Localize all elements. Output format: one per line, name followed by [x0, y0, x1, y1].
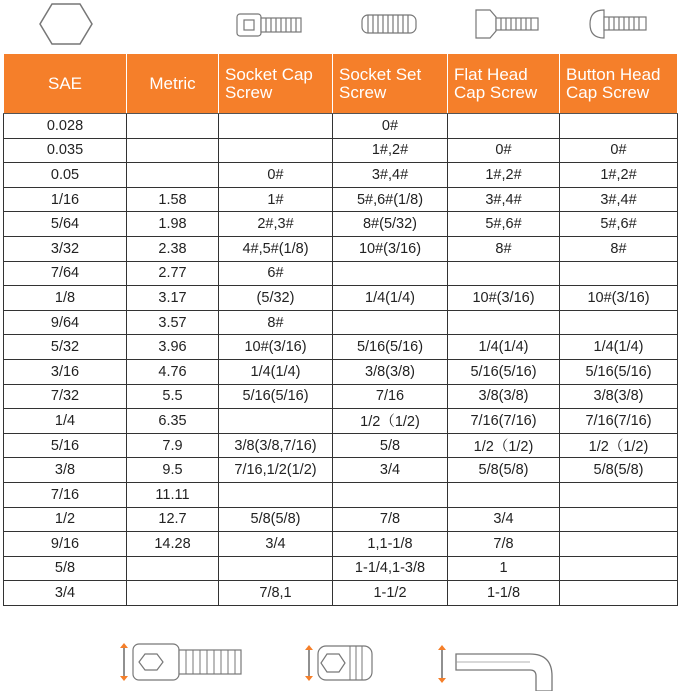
- cell-socket-set: 1,1-1/8: [333, 532, 448, 557]
- cell-metric: 2.77: [127, 261, 219, 286]
- cell-socket-cap: (5/32): [219, 286, 333, 311]
- cell-sae: 0.028: [4, 114, 127, 139]
- cell-button-head: 1/4(1/4): [560, 335, 678, 360]
- table-row: [4, 310, 678, 335]
- cell-sae: 9/16: [4, 532, 127, 557]
- table-row: [4, 433, 678, 458]
- table-row: [4, 581, 678, 606]
- header-button-head-cap-screw: Button Head Cap Screw: [560, 54, 678, 114]
- cell-flat-head: [448, 261, 560, 286]
- cell-flat-head: 1/2（1/2): [448, 433, 560, 458]
- table-row: [4, 458, 678, 483]
- header-metric: Metric: [127, 54, 219, 114]
- table-row: [4, 187, 678, 212]
- cell-button-head: [560, 507, 678, 532]
- cell-button-head: 1/2（1/2): [560, 433, 678, 458]
- cell-socket-cap: [219, 409, 333, 434]
- cell-sae: 3/16: [4, 359, 127, 384]
- cell-socket-set: [333, 310, 448, 335]
- cell-sae: 9/64: [4, 310, 127, 335]
- table-row: [4, 556, 678, 581]
- cell-sae: 0.035: [4, 138, 127, 163]
- cell-metric: 4.76: [127, 359, 219, 384]
- cell-flat-head: 7/8: [448, 532, 560, 557]
- button-head-screw-icon: [590, 10, 646, 38]
- cell-socket-cap: 4#,5#(1/8): [219, 236, 333, 261]
- header-sae: SAE: [4, 54, 127, 114]
- cell-button-head: [560, 261, 678, 286]
- cell-sae: 5/8: [4, 556, 127, 581]
- cell-flat-head: 5#,6#: [448, 212, 560, 237]
- cell-flat-head: 1-1/8: [448, 581, 560, 606]
- cell-metric: 6.35: [127, 409, 219, 434]
- table-row: [4, 138, 678, 163]
- cell-socket-set: 1-1/4,1-3/8: [333, 556, 448, 581]
- cell-flat-head: 1#,2#: [448, 163, 560, 188]
- cell-socket-cap: 5/8(5/8): [219, 507, 333, 532]
- header-socket-cap-screw: Socket Cap Screw: [219, 54, 333, 114]
- cell-metric: 3.57: [127, 310, 219, 335]
- table-row: [4, 409, 678, 434]
- cell-button-head: [560, 482, 678, 507]
- cell-socket-set: [333, 261, 448, 286]
- cell-socket-set: 10#(3/16): [333, 236, 448, 261]
- table-body: [4, 114, 678, 606]
- cell-socket-set: 7/16: [333, 384, 448, 409]
- table-row: [4, 286, 678, 311]
- table-row: [4, 114, 678, 139]
- cell-socket-set: 8#(5/32): [333, 212, 448, 237]
- cell-metric: 5.5: [127, 384, 219, 409]
- cell-metric: [127, 581, 219, 606]
- cell-flat-head: 10#(3/16): [448, 286, 560, 311]
- socket-cap-screw-icon: [237, 14, 301, 36]
- cell-metric: 3.96: [127, 335, 219, 360]
- cell-socket-cap: 0#: [219, 163, 333, 188]
- cell-sae: 0.05: [4, 163, 127, 188]
- cell-button-head: 0#: [560, 138, 678, 163]
- cell-sae: 1/4: [4, 409, 127, 434]
- cell-socket-set: 3#,4#: [333, 163, 448, 188]
- cell-flat-head: 0#: [448, 138, 560, 163]
- cell-socket-set: 7/8: [333, 507, 448, 532]
- cell-sae: 7/32: [4, 384, 127, 409]
- cell-flat-head: 5/16(5/16): [448, 359, 560, 384]
- hex-key-dimension-icon: [438, 645, 552, 691]
- bottom-icon-strip: [0, 632, 679, 691]
- cell-flat-head: 8#: [448, 236, 560, 261]
- cell-button-head: 5/8(5/8): [560, 458, 678, 483]
- table-row: [4, 532, 678, 557]
- cell-socket-set: 1/4(1/4): [333, 286, 448, 311]
- table-header-row: [4, 54, 678, 114]
- cell-flat-head: 1: [448, 556, 560, 581]
- cell-socket-cap: [219, 556, 333, 581]
- table-row: [4, 359, 678, 384]
- set-screw-dimension-icon: [305, 645, 372, 681]
- cell-socket-set: 1/2（1/2): [333, 409, 448, 434]
- cell-flat-head: [448, 310, 560, 335]
- hex-key-icon: [40, 4, 92, 44]
- cell-button-head: 10#(3/16): [560, 286, 678, 311]
- flat-head-screw-icon: [476, 10, 538, 38]
- cell-socket-set: 5/16(5/16): [333, 335, 448, 360]
- cell-socket-cap: 10#(3/16): [219, 335, 333, 360]
- cell-metric: 14.28: [127, 532, 219, 557]
- cell-button-head: 1#,2#: [560, 163, 678, 188]
- cell-socket-set: 1#,2#: [333, 138, 448, 163]
- cell-flat-head: 7/16(7/16): [448, 409, 560, 434]
- cell-metric: 11.11: [127, 482, 219, 507]
- cell-sae: 3/32: [4, 236, 127, 261]
- cell-socket-cap: 7/16,1/2(1/2): [219, 458, 333, 483]
- cell-sae: 5/32: [4, 335, 127, 360]
- cell-sae: 1/8: [4, 286, 127, 311]
- cell-socket-cap: [219, 482, 333, 507]
- cell-socket-cap: [219, 114, 333, 139]
- cell-socket-cap: 1/4(1/4): [219, 359, 333, 384]
- socket-set-screw-icon: [362, 15, 416, 33]
- table-row: [4, 482, 678, 507]
- cell-sae: 1/2: [4, 507, 127, 532]
- hex-key-size-table: [3, 53, 678, 606]
- cell-socket-set: 3/4: [333, 458, 448, 483]
- cell-sae: 3/8: [4, 458, 127, 483]
- cell-socket-cap: 6#: [219, 261, 333, 286]
- cell-button-head: 3#,4#: [560, 187, 678, 212]
- cell-socket-cap: 3/8(3/8,7/16): [219, 433, 333, 458]
- cell-button-head: 7/16(7/16): [560, 409, 678, 434]
- table-row: [4, 384, 678, 409]
- cell-flat-head: 3/4: [448, 507, 560, 532]
- cell-socket-cap: 7/8,1: [219, 581, 333, 606]
- table-row: [4, 335, 678, 360]
- cell-socket-cap: 2#,3#: [219, 212, 333, 237]
- header-socket-set-screw: Socket Set Screw: [333, 54, 448, 114]
- cell-socket-cap: 8#: [219, 310, 333, 335]
- cell-socket-set: 0#: [333, 114, 448, 139]
- cell-metric: [127, 138, 219, 163]
- cell-metric: 1.98: [127, 212, 219, 237]
- socket-cap-dimension-icon: [120, 643, 241, 681]
- table-row: [4, 507, 678, 532]
- cell-socket-set: 3/8(3/8): [333, 359, 448, 384]
- cell-button-head: [560, 532, 678, 557]
- cell-socket-set: 5#,6#(1/8): [333, 187, 448, 212]
- cell-socket-set: [333, 482, 448, 507]
- cell-socket-cap: 3/4: [219, 532, 333, 557]
- cell-sae: 1/16: [4, 187, 127, 212]
- top-icon-strip: [0, 0, 679, 52]
- cell-flat-head: 1/4(1/4): [448, 335, 560, 360]
- cell-socket-set: 5/8: [333, 433, 448, 458]
- cell-sae: 5/64: [4, 212, 127, 237]
- cell-metric: [127, 163, 219, 188]
- cell-socket-cap: [219, 138, 333, 163]
- header-flat-head-cap-screw: Flat Head Cap Screw: [448, 54, 560, 114]
- cell-socket-cap: 5/16(5/16): [219, 384, 333, 409]
- table-row: [4, 236, 678, 261]
- cell-sae: 3/4: [4, 581, 127, 606]
- cell-sae: 5/16: [4, 433, 127, 458]
- cell-button-head: [560, 581, 678, 606]
- cell-flat-head: [448, 482, 560, 507]
- cell-sae: 7/64: [4, 261, 127, 286]
- table-row: [4, 212, 678, 237]
- cell-button-head: 3/8(3/8): [560, 384, 678, 409]
- cell-button-head: [560, 556, 678, 581]
- cell-metric: 2.38: [127, 236, 219, 261]
- cell-flat-head: [448, 114, 560, 139]
- cell-button-head: 5#,6#: [560, 212, 678, 237]
- cell-flat-head: 3#,4#: [448, 187, 560, 212]
- cell-button-head: 5/16(5/16): [560, 359, 678, 384]
- cell-button-head: [560, 114, 678, 139]
- cell-socket-cap: 1#: [219, 187, 333, 212]
- cell-metric: 3.17: [127, 286, 219, 311]
- cell-flat-head: 3/8(3/8): [448, 384, 560, 409]
- cell-button-head: 8#: [560, 236, 678, 261]
- table-row: [4, 261, 678, 286]
- cell-metric: [127, 114, 219, 139]
- cell-metric: 9.5: [127, 458, 219, 483]
- cell-metric: 1.58: [127, 187, 219, 212]
- cell-button-head: [560, 310, 678, 335]
- cell-metric: [127, 556, 219, 581]
- cell-flat-head: 5/8(5/8): [448, 458, 560, 483]
- table-row: [4, 163, 678, 188]
- cell-socket-set: 1-1/2: [333, 581, 448, 606]
- cell-sae: 7/16: [4, 482, 127, 507]
- cell-metric: 7.9: [127, 433, 219, 458]
- cell-metric: 12.7: [127, 507, 219, 532]
